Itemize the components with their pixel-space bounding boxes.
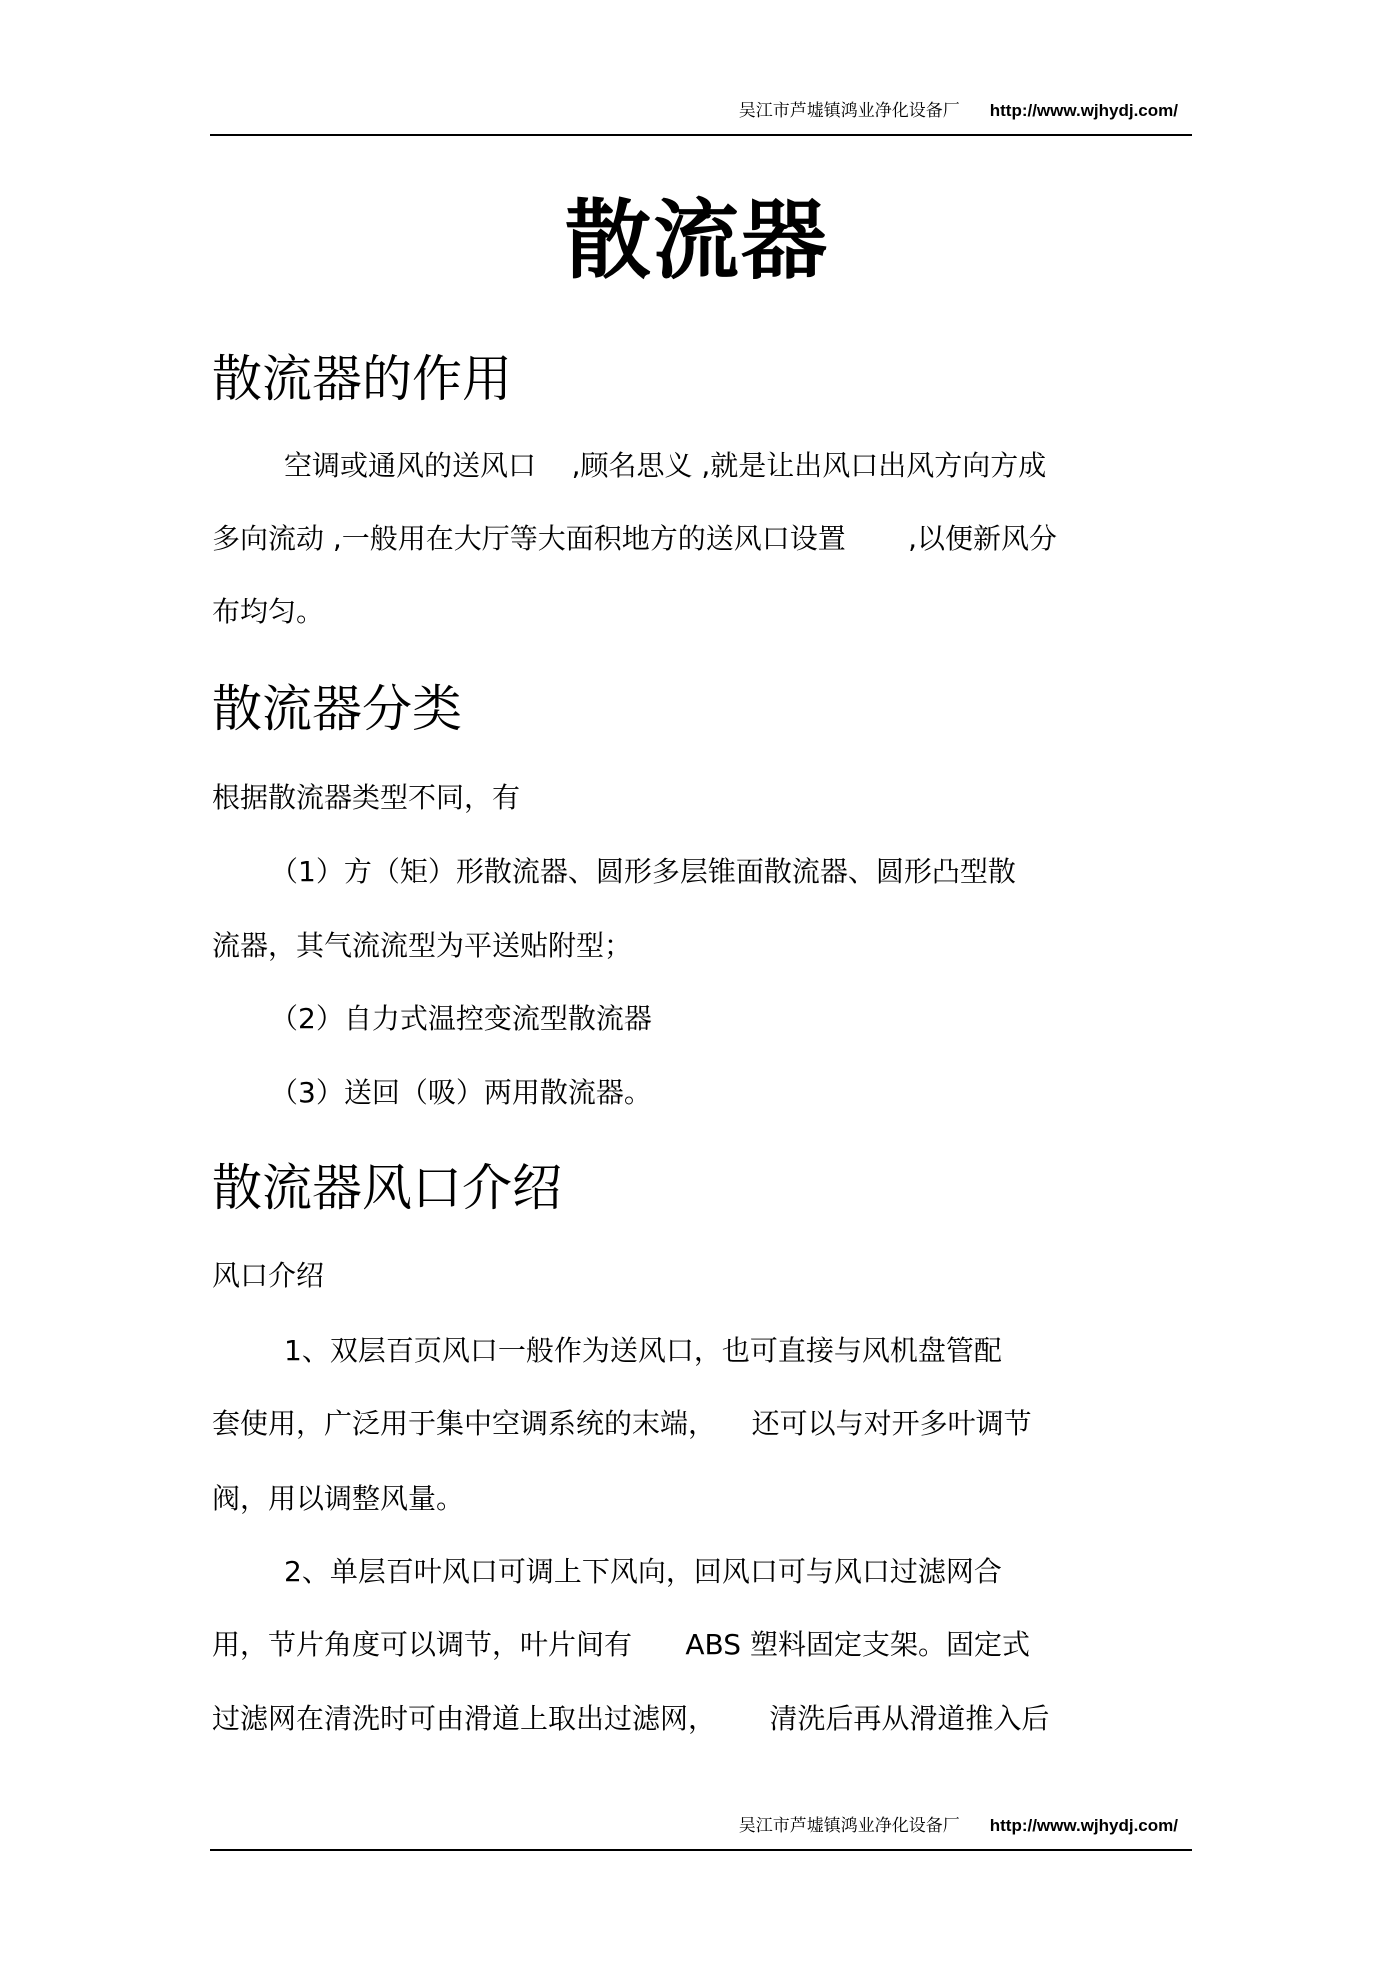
- section-heading-outlet-intro: 散流器风口介绍: [212, 1159, 562, 1217]
- document-title: 散流器: [565, 191, 829, 291]
- paragraph-line: 多向流动 ,一般用在大厅等大面积地方的送风口设置 ,以便新风分: [212, 522, 1058, 555]
- header-url[interactable]: http://www.wjhydj.com/: [989, 101, 1178, 120]
- paragraph-line: 根据散流器类型不同，有: [212, 781, 521, 814]
- paragraph-line: 阀，用以调整风量。: [212, 1482, 465, 1515]
- header-company: 吴江市芦墟镇鸿业净化设备厂: [738, 101, 960, 121]
- page-header: [210, 96, 1192, 136]
- list-item: （2）自力式温控变流型散流器: [270, 1002, 652, 1035]
- paragraph-line: 用，节片角度可以调节，叶片间有 ABS 塑料固定支架。固定式: [212, 1628, 1030, 1661]
- paragraph-line: 布均匀。: [212, 595, 325, 628]
- page-footer: [210, 1811, 1192, 1851]
- paragraph-line: 过滤网在清洗时可由滑道上取出过滤网， 清洗后再从滑道推入后: [212, 1702, 1050, 1735]
- footer-company: 吴江市芦墟镇鸿业净化设备厂: [738, 1816, 960, 1836]
- footer-url[interactable]: http://www.wjhydj.com/: [989, 1816, 1178, 1835]
- list-item: （3）送回（吸）两用散流器。: [270, 1076, 652, 1109]
- section-heading-function: 散流器的作用: [212, 350, 512, 408]
- list-item-continuation: 流器，其气流流型为平送贴附型；: [212, 929, 633, 962]
- paragraph-line: 风口介绍: [212, 1259, 325, 1292]
- paragraph-line: 1、双层百页风口一般作为送风口，也可直接与风机盘管配: [284, 1334, 1002, 1367]
- section-heading-classification: 散流器分类: [212, 680, 462, 738]
- paragraph-line: 套使用，广泛用于集中空调系统的末端， 还可以与对开多叶调节: [212, 1407, 1032, 1440]
- paragraph-line: 空调或通风的送风口 ,顾名思义 ,就是让出风口出风方向方成: [284, 449, 1047, 482]
- paragraph-line: 2、单层百叶风口可调上下风向，回风口可与风口过滤网合: [284, 1555, 1002, 1588]
- list-item: （1）方（矩）形散流器、圆形多层锥面散流器、圆形凸型散: [270, 855, 1016, 888]
